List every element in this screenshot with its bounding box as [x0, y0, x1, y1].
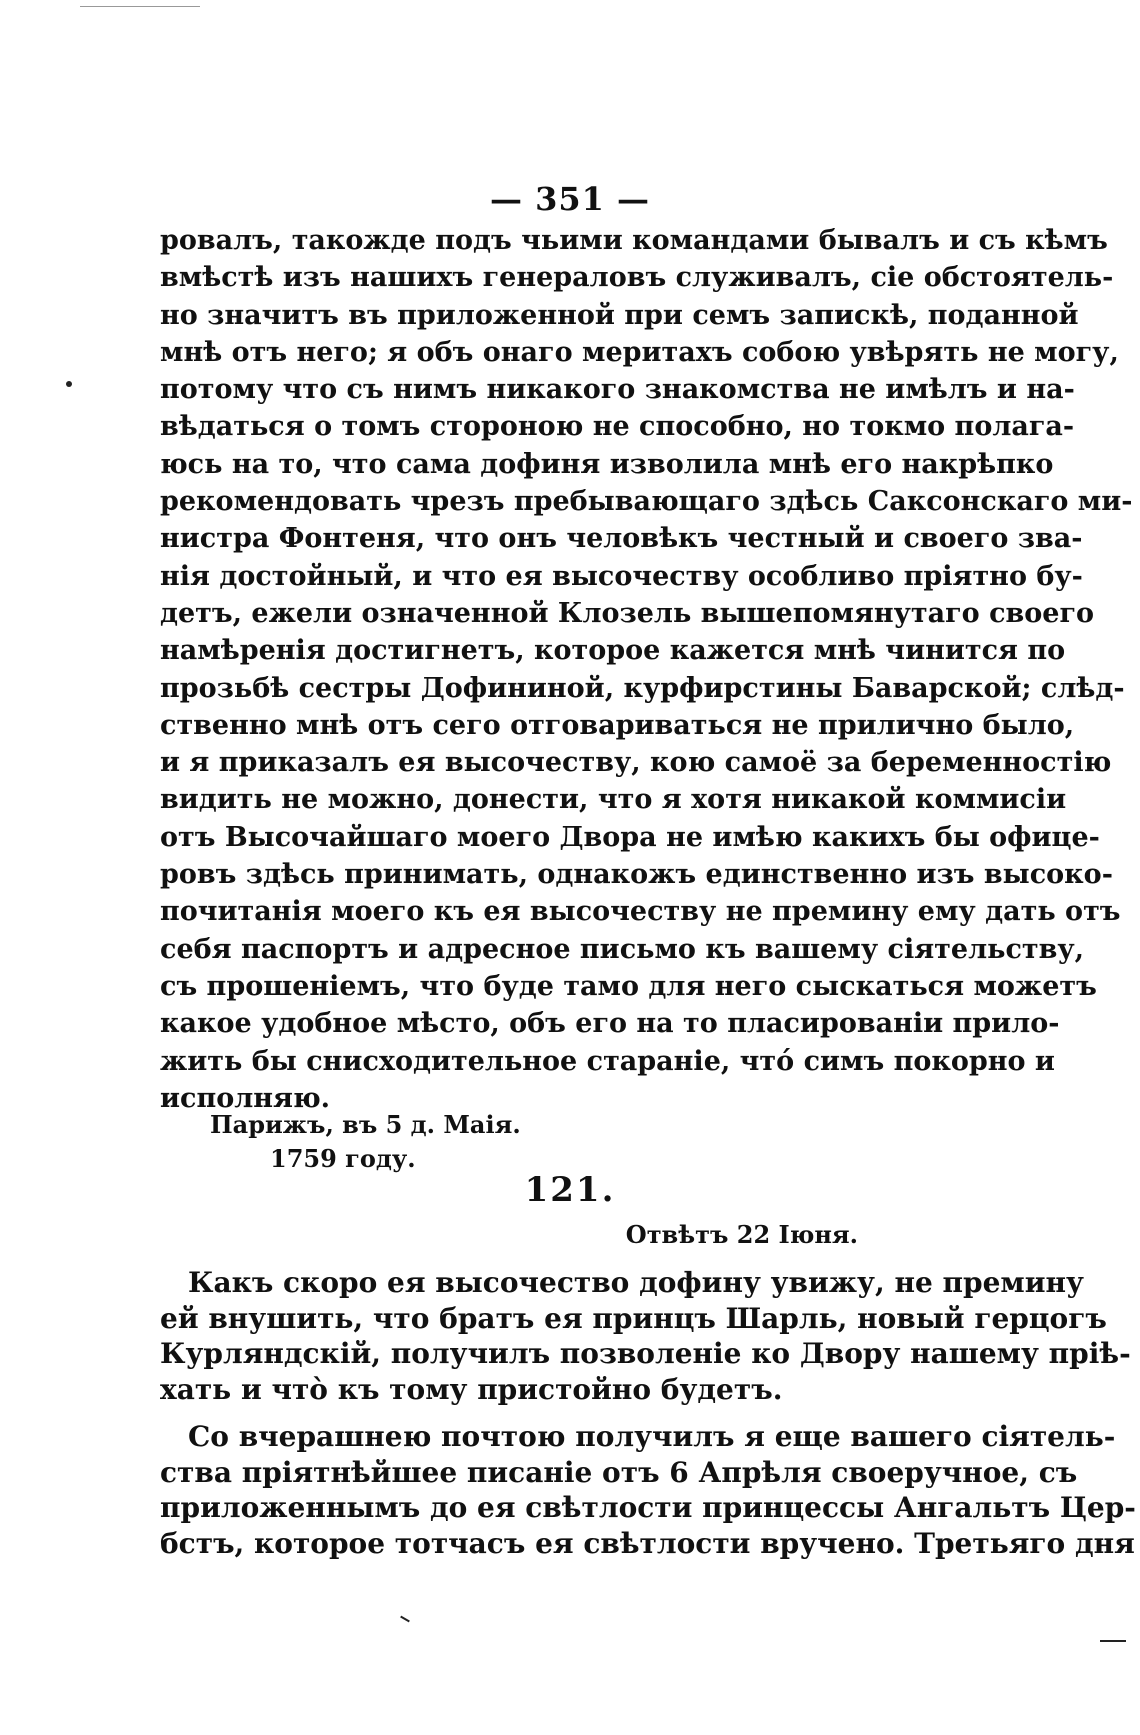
- text-line: хать и что̀ къ тому пристойно будетъ.: [160, 1372, 783, 1406]
- text-line: юсь на то, что сама дофиня изволила мнѣ его накрѣпко: [160, 448, 1054, 480]
- text-line: ства пріятнѣйшее писаніе отъ 6 Апрѣля своеручное, съ: [160, 1455, 1078, 1489]
- text-line: ровъ здѣсь принимать, однакожъ единственно изъ высоко-: [160, 859, 1113, 891]
- text-line: нія достойный, и что ея высочеству особливо пріятно бу-: [160, 560, 1083, 592]
- text-line: отъ Высочайшаго моего Двора не имѣю какихъ бы офице-: [160, 821, 1100, 853]
- text-line: намѣренія достигнетъ, которое кажется мнѣ чинится по: [160, 635, 1066, 667]
- text-line: мнѣ отъ него; я объ онаго меритахъ собою увѣрять не могу,: [160, 336, 1119, 368]
- text-line: нистра Фонтеня, что онъ человѣкъ честный и своего зва-: [160, 523, 1083, 555]
- text-line: жить бы снисходительное стараніе, что́ симъ покорно и: [160, 1045, 1055, 1077]
- text-line: какое удобное мѣсто, объ его на то пласированіи прило-: [160, 1008, 1060, 1040]
- text-line: ей внушить, что братъ ея принцъ Шарль, новый герцогъ: [160, 1301, 1107, 1335]
- scan-artifact-mark: [1100, 1640, 1126, 1642]
- scan-artifact-rule: [80, 6, 200, 7]
- text-line: Со вчерашнею почтою получилъ я еще вашего сіятель-: [188, 1420, 1116, 1453]
- text-line: прозьбѣ сестры Дофининой, курфирстины Баварской; слѣд-: [160, 672, 1125, 704]
- text-line: детъ, ежели означенной Клозель вышепомянутаго своего: [160, 597, 1095, 629]
- text-line: себя паспортъ и адресное письмо къ вашему сіятельству,: [160, 933, 1085, 965]
- text-line: и я приказалъ ея высочеству, кою самоё за беременностію: [160, 747, 1112, 779]
- scan-artifact-mark: [400, 1616, 410, 1623]
- scan-artifact-dot: [66, 381, 72, 387]
- letter-body: [160, 222, 1133, 1117]
- text-line: рекомендовать чрезъ пребывающаго здѣсь Саксонскаго ми-: [160, 486, 1133, 518]
- text-line: приложеннымъ до ея свѣтлости принцессы Ангальтъ Цер-: [160, 1491, 1136, 1524]
- paragraph-gap: [160, 1407, 960, 1419]
- text-line: видить не можно, донести, что я хотя никакой коммисіи: [160, 784, 1067, 816]
- text-line: но значитъ въ приложенной при семъ запискѣ, поданной: [160, 299, 1079, 331]
- reply-note: Отвѣтъ 22 Іюня.: [625, 1220, 858, 1249]
- text-line: Курляндскій, получилъ позволеніе ко Двору нашему пріѣ-: [160, 1337, 1131, 1370]
- signature-year: 1759 году.: [270, 1144, 416, 1173]
- text-line: съ прошеніемъ, что буде тамо для него сыскаться можетъ: [160, 970, 1097, 1002]
- text-line: Какъ скоро ея высочество дофину увижу, не премину: [188, 1266, 1084, 1299]
- text-line: ровалъ, такожде подъ чьими командами бывалъ и съ кѣмъ: [160, 225, 1108, 256]
- letter-body-2: [160, 1265, 1136, 1561]
- text-line: вѣдаться о томъ стороною не способно, но токмо полага-: [160, 411, 1075, 443]
- text-line: исполняю.: [160, 1082, 331, 1114]
- page-number: — 351 —: [489, 180, 651, 218]
- text-line: ственно мнѣ отъ сего отговариваться не прилично было,: [160, 709, 1075, 741]
- text-line: вмѣстѣ изъ нашихъ генераловъ служивалъ, сіе обстоятель-: [160, 262, 1114, 294]
- signature-place-date: Парижъ, въ 5 д. Маія.: [210, 1110, 521, 1139]
- text-line: бстъ, которое тотчасъ ея свѣтлости вручено. Третьяго дня: [160, 1526, 1135, 1560]
- text-line: потому что съ нимъ никакого знакомства не имѣлъ и на-: [160, 374, 1075, 406]
- letter-number: 121.: [524, 1170, 616, 1210]
- text-line: почитанія моего къ ея высочеству не премину ему дать отъ: [160, 896, 1121, 928]
